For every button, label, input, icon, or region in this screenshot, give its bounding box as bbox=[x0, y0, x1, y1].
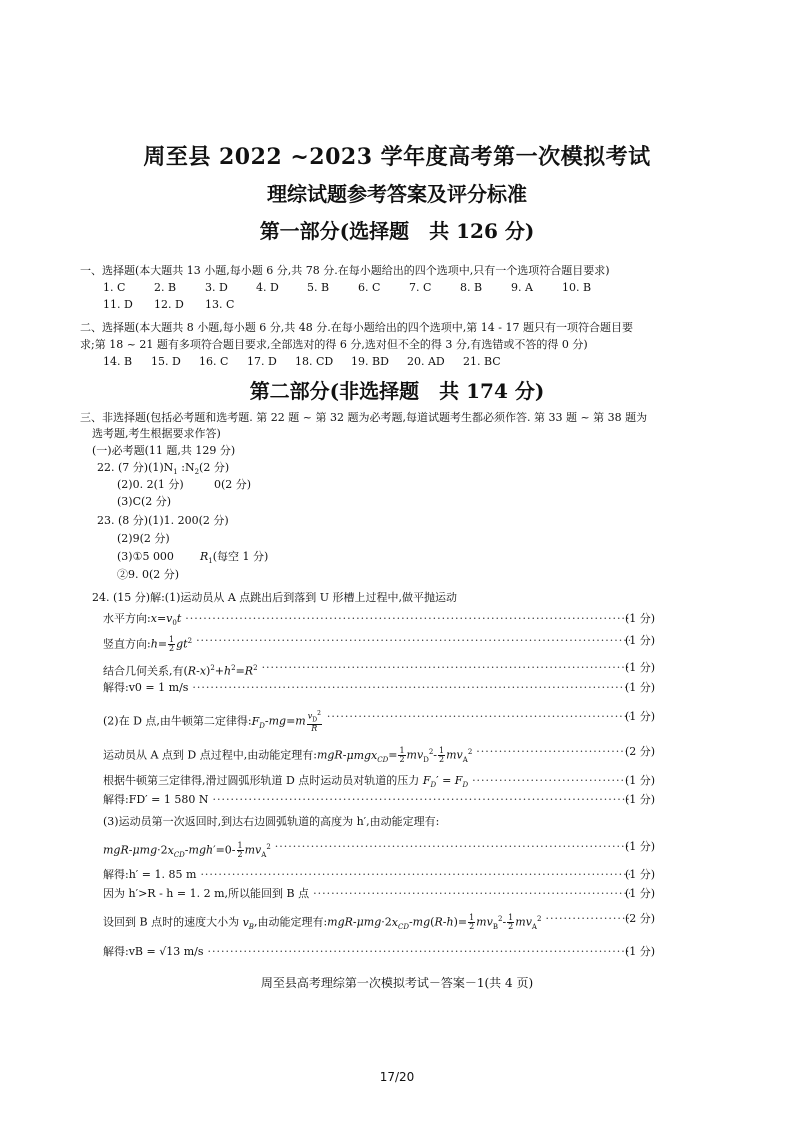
q24-newton2: (2)在 D 点,由牛顿第二定律得$:F_D-mg=m$ $\frac{v_D^2}{R}$ ····· bbox=[103, 710, 630, 724]
answer-6: 6. C bbox=[358, 281, 381, 294]
q24-fd-score: (1 分) bbox=[625, 793, 656, 806]
q24-v0-value: v0 = 1 m/s bbox=[128, 681, 189, 694]
q23-part3c: ②9. 0(2 分) bbox=[117, 568, 180, 581]
q24-newton3-label: 根据牛顿第三定律得,滑过圆弧形轨道 D 点时运动员对轨道的压力 bbox=[103, 774, 420, 787]
q24-vb-value: vB = √13 m/s bbox=[128, 945, 204, 958]
q24-energy-b: 设回到 B 点时的速度大小为 $v_B$,由动能定理有$:mgR-\mu mg\cdot 2x_{CD}-mg(R-h)=$ $\frac{1}{2}$ $mv_B^2-$ $\frac{1}{2}$ $mv_A^2$ ····· bbox=[103, 912, 630, 926]
q24-geometry-label: 结合几何关系,有 bbox=[103, 664, 184, 678]
document-subtitle: 理综试题参考答案及评分标准 bbox=[267, 182, 527, 206]
q23-part3a: (3)①5 000 bbox=[117, 550, 174, 563]
q24-fd bbox=[103, 793, 630, 807]
answer-11: 11. D bbox=[103, 298, 133, 311]
answer-10: 10. B bbox=[562, 281, 592, 294]
q24-v0 bbox=[103, 681, 630, 695]
q24-compare bbox=[103, 887, 630, 901]
answer-12: 12. D bbox=[154, 298, 184, 311]
q24-energy-ad: 运动员从 A 点到 D 点过程中,由动能定理有:mgR-μmgx$_{CD}$= $\frac{1}{2}$ $mv_D^2-$ $\frac{1}{2}$ $mv_A^2$ ····· bbox=[103, 745, 630, 759]
q23-part3b: $R_1$(每空 1 分) bbox=[200, 550, 269, 566]
q24-intro: 24. (15 分)解:(1)运动员从 A 点跳出后到落到 U 形槽上过程中,做平抛运动 bbox=[92, 591, 458, 604]
section3-intro-line1: 三、非选择题(包括必考题和选考题. 第 22 题 ~ 第 32 题为必考题,每道试题考生都必须作答. 第 33 题 ~ 第 38 题为 bbox=[80, 411, 648, 424]
page-footer: 周至县高考理综第一次模拟考试－答案－1(共 4 页) bbox=[260, 976, 534, 990]
q24-fd-label: 解得: bbox=[103, 793, 129, 806]
q24-vertical-score: (1 分) bbox=[625, 634, 656, 647]
q24-newton2-label: (2)在 D 点,由牛顿第二定律得: bbox=[103, 714, 252, 728]
answer-4: 4. D bbox=[256, 281, 279, 294]
q24-newton3-score: (1 分) bbox=[625, 774, 656, 787]
section1-answers-row1 bbox=[103, 281, 613, 295]
required-questions-heading: (一)必考题(11 题,共 129 分) bbox=[92, 444, 236, 457]
answer-17: 17. D bbox=[247, 355, 277, 368]
answer-13: 13. C bbox=[205, 298, 235, 311]
q24-vb bbox=[103, 945, 630, 959]
q24-newton3: 根据牛顿第三定律得,滑过圆弧形轨道 D 点时运动员对轨道的压力 $F_D' = F_D$ ····· bbox=[103, 774, 630, 788]
q24-compare-value: h′>R - h = 1. 2 m,所以能回到 B 点 bbox=[128, 887, 310, 900]
q22-part1-label: 22. (7 分)(1)N bbox=[97, 461, 174, 474]
q24-h-label: 解得: bbox=[103, 868, 129, 881]
q24-newton2-score: (1 分) bbox=[625, 710, 656, 723]
document-title: 周至县 2022 ~2023 学年度高考第一次模拟考试 bbox=[143, 144, 651, 170]
section1-intro: 一、选择题(本大题共 13 小题,每小题 6 分,共 78 分.在每小题给出的四个选项中,只有一个选项符合题目要求) bbox=[80, 264, 610, 277]
answer-14: 14. B bbox=[103, 355, 133, 368]
q24-energy-ad-score: (2 分) bbox=[625, 745, 656, 758]
q24-v0-score: (1 分) bbox=[625, 681, 656, 694]
q24-vb-label: 解得: bbox=[103, 945, 129, 958]
answer-18: 18. CD bbox=[295, 355, 334, 368]
q24-horizontal-label: 水平方向: bbox=[103, 612, 151, 625]
section2-intro-line2: 求;第 18 ~ 21 题有多项符合题目要求,全部选对的得 6 分,选对但不全的得 3 分,有选错或不答的得 0 分) bbox=[80, 338, 588, 351]
q24-energy-b-score: (2 分) bbox=[625, 912, 656, 925]
part2-heading: 第二部分(非选择题 共 174 分) bbox=[249, 379, 545, 403]
q24-v0-label: 解得: bbox=[103, 681, 129, 694]
section3-intro-line2: 选考题,考生根据要求作答) bbox=[92, 427, 221, 440]
q24-geometry-score: (1 分) bbox=[625, 661, 656, 674]
q24-geometry: 结合几何关系,有$(R-x)^2+h^2=R^2$ ····· bbox=[103, 661, 630, 675]
answer-16: 16. C bbox=[199, 355, 229, 368]
q24-part3-intro: (3)运动员第一次返回时,到达右边圆弧轨道的高度为 h′,由动能定理有: bbox=[103, 815, 440, 828]
q24-energy-b-label: 设回到 B 点时的速度大小为 bbox=[103, 915, 240, 929]
q24-compare-score: (1 分) bbox=[625, 887, 656, 900]
q24-vertical: 竖直方向:h= $\frac{1}{2}$ $gt^2$ ····· bbox=[103, 634, 630, 648]
q24-energy-return: mgR-$\mu mg\cdot 2x_{CD}-mgh'=0-$ $\frac{1}{2}$ $mv_A^2$ ····· bbox=[103, 840, 630, 854]
answer-2: 2. B bbox=[154, 281, 177, 294]
q22-part2a: (2)0. 2(1 分) bbox=[117, 478, 184, 491]
answer-3: 3. D bbox=[205, 281, 228, 294]
q24-compare-label: 因为 bbox=[103, 887, 125, 900]
q23-part3b-text: (每空 1 分) bbox=[212, 550, 269, 563]
q22-part2b: 0(2 分) bbox=[214, 478, 252, 491]
answer-9: 9. A bbox=[511, 281, 533, 294]
q24-vertical-label: 竖直方向: bbox=[103, 637, 151, 651]
answer-8: 8. B bbox=[460, 281, 483, 294]
q24-fd-value: FD′ = 1 580 N bbox=[128, 793, 209, 806]
q24-h-score: (1 分) bbox=[625, 868, 656, 881]
q22-part1: 22. (7 分)$(1)N_1$ $:N_2(2$ 分) bbox=[97, 461, 230, 477]
answer-21: 21. BC bbox=[463, 355, 501, 368]
q24-horizontal: 水平方向$:x=v_0t$ ····· bbox=[103, 612, 630, 626]
answer-19: 19. BD bbox=[351, 355, 389, 368]
q23-part2: (2)9(2 分) bbox=[117, 532, 170, 545]
q24-vb-score: (1 分) bbox=[625, 945, 656, 958]
q24-energy-return-score: (1 分) bbox=[625, 840, 656, 853]
q24-h-value: h′ = 1. 85 m bbox=[128, 868, 197, 881]
q23-part1: 23. (8 分)(1)1. 200(2 分) bbox=[97, 514, 229, 527]
page-number: 17/20 bbox=[379, 1070, 415, 1084]
answer-20: 20. AD bbox=[407, 355, 445, 368]
answer-15: 15. D bbox=[151, 355, 181, 368]
q24-h bbox=[103, 868, 630, 882]
section2-intro-line1: 二、选择题(本大题共 8 小题,每小题 6 分,共 48 分.在每小题给出的四个选项中,第 14 - 17 题只有一项符合题目要 bbox=[80, 321, 633, 334]
section1-answers-row2 bbox=[103, 298, 256, 312]
answer-1: 1. C bbox=[103, 281, 126, 294]
q22-part1-score: (2 分) bbox=[199, 461, 230, 474]
q22-part3: (3)C(2 分) bbox=[117, 495, 172, 508]
section2-answers bbox=[103, 355, 519, 369]
q24-horizontal-score: (1 分) bbox=[625, 612, 656, 625]
q24-energy-ad-label: 运动员从 A 点到 D 点过程中,由动能定理有: bbox=[103, 748, 317, 762]
part1-heading: 第一部分(选择题 共 126 分) bbox=[259, 219, 535, 243]
answer-5: 5. B bbox=[307, 281, 330, 294]
answer-7: 7. C bbox=[409, 281, 432, 294]
